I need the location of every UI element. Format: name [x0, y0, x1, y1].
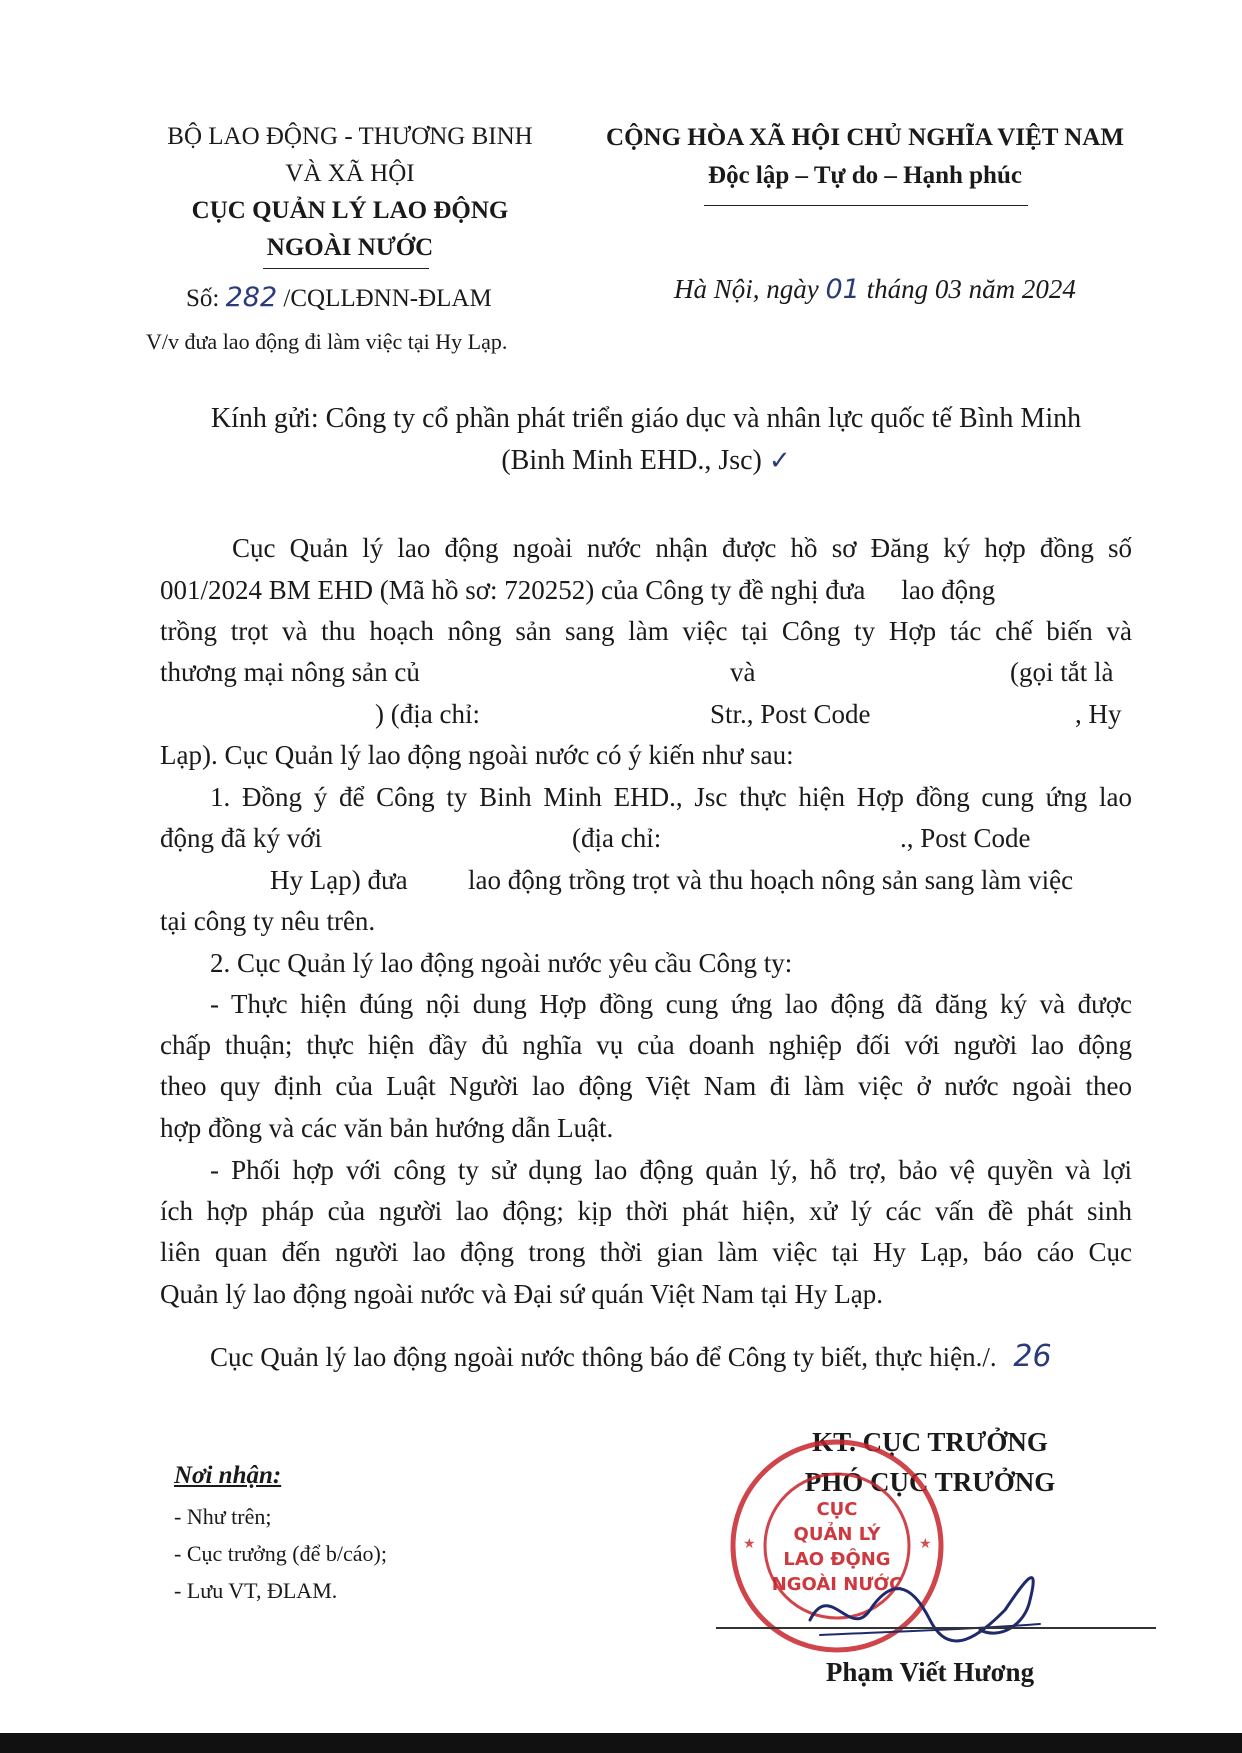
document-number — [186, 282, 492, 313]
item1-line1: 1. Đồng ý để Công ty Binh Minh EHD., Jsc thực hiện Hợp đồng cung ứng lao — [210, 782, 1132, 812]
item1-line3-b: lao động trồng trọt và thu hoạch nông sản sang làm việc — [468, 865, 1074, 895]
signature-title-2: PHÓ CỤC TRƯỞNG — [804, 1467, 1056, 1497]
svg-text:★: ★ — [919, 1536, 932, 1552]
left-header-rule — [263, 268, 429, 269]
body-p1-line2-a: 001/2024 BM EHD (Mã hồ sơ: 720252) của Công ty đề nghị đưa — [160, 575, 866, 605]
bullet2-line2: ích hợp pháp của người lao động; kịp thời phát hiện, xử lý các vấn đề phát sinh — [160, 1196, 1132, 1226]
item1-line2-b: (địa chỉ: — [572, 823, 662, 853]
body-p1-line4-b: và — [730, 657, 756, 687]
seal-line-3: LAO ĐỘNG — [783, 1549, 891, 1570]
recipient-item-3: - Lưu VT, ĐLAM. — [174, 1578, 338, 1603]
document-date — [674, 274, 1076, 305]
scan-edge-bar — [0, 1733, 1242, 1753]
item1-line2-c: ., Post Code — [900, 823, 1031, 853]
right-header-rule — [704, 205, 1028, 206]
recipient-line-1: Kính gửi: Công ty cổ phần phát triển giáo dục và nhân lực quốc tế Bình Minh — [210, 403, 1082, 434]
body-p1-line1: Cục Quản lý lao động ngoài nước nhận được hồ sơ Đăng ký hợp đồng số — [232, 533, 1132, 563]
seal-line-2: QUẢN LÝ — [793, 1524, 881, 1545]
number-prefix: Số: — [186, 285, 220, 312]
signature-underline — [716, 1627, 1156, 1629]
bullet2-line3: liên quan đến người lao động trong thời gian làm việc tại Hy Lạp, báo cáo Cục — [160, 1237, 1132, 1267]
body-p1-line2 — [160, 570, 1132, 611]
body-p1-line5-a: ) (địa chỉ: — [375, 699, 480, 729]
closing-initials: 26 — [1013, 1339, 1052, 1374]
signature-title-1: KT. CỤC TRƯỞNG — [812, 1427, 1048, 1457]
date-suffix: tháng 03 năm 2024 — [866, 274, 1076, 304]
bullet2-line1: - Phối hợp với công ty sử dụng lao động quản lý, hỗ trợ, bảo vệ quyền và lợi — [210, 1155, 1132, 1185]
handwritten-signature — [790, 1540, 1090, 1660]
bullet2-line4: Quản lý lao động ngoài nước và Đại sứ quán Việt Nam tại Hy Lạp. — [160, 1279, 884, 1309]
body-p1-line4-a: thương mại nông sản củ — [160, 657, 420, 687]
bullet1-line4: hợp đồng và các văn bản hướng dẫn Luật. — [160, 1113, 614, 1143]
recipient-name-en: (Binh Minh EHD., Jsc) — [501, 445, 762, 476]
agency-line-1: BỘ LAO ĐỘNG - THƯƠNG BINH — [167, 123, 533, 150]
item2-line1: 2. Cục Quản lý lao động ngoài nước yêu cầu Công ty: — [210, 948, 793, 978]
body-p1-line3: trồng trọt và thu hoạch nông sản sang làm việc tại Công ty Hợp tác chế biến và — [160, 616, 1132, 646]
closing-line — [210, 1336, 1182, 1378]
svg-text:★: ★ — [743, 1536, 756, 1552]
item1-line2-a: động đã ký với — [160, 823, 323, 853]
body-p1-line5-c: , Hy — [1075, 699, 1122, 729]
national-title: CỘNG HÒA XÃ HỘI CHỦ NGHĨA VIỆT NAM — [606, 124, 1124, 151]
number-handwritten: 282 — [225, 282, 278, 313]
date-prefix: Hà Nội, ngày — [674, 274, 819, 304]
department-line-2: NGOÀI NƯỚC — [266, 234, 434, 261]
body-p1-line6: Lạp). Cục Quản lý lao động ngoài nước có ý kiến như sau: — [160, 740, 794, 770]
seal-line-4: NGOÀI NƯỚC — [771, 1574, 903, 1595]
bullet1-line1: - Thực hiện đúng nội dung Hợp đồng cung ứng lao động đã đăng ký và được — [210, 989, 1132, 1019]
document-subject: V/v đưa lao động đi làm việc tại Hy Lạp. — [146, 329, 508, 354]
item1-line2 — [160, 818, 1132, 859]
body-p1-line4 — [160, 652, 1132, 693]
item1-line4: tại công ty nêu trên. — [160, 906, 376, 936]
check-mark: ✓ — [768, 446, 791, 476]
national-motto: Độc lập – Tự do – Hạnh phúc — [708, 162, 1022, 189]
recipients-title: Nơi nhận: — [174, 1462, 282, 1489]
body-p1-line4-c: (gọi tắt là — [1010, 657, 1114, 687]
number-suffix: /CQLLĐNN-ĐLAM — [283, 285, 492, 312]
item1-line3-a: Hy Lạp) đưa — [270, 865, 408, 895]
seal-line-1: CỤC — [816, 1499, 858, 1520]
recipient-item-2: - Cục trưởng (để b/cáo); — [174, 1541, 387, 1566]
department-line-1: CỤC QUẢN LÝ LAO ĐỘNG — [191, 197, 509, 224]
agency-line-2: VÀ XÃ HỘI — [285, 160, 415, 187]
closing-text: Cục Quản lý lao động ngoài nước thông báo để Công ty biết, thực hiện./. — [210, 1342, 997, 1372]
signer-name: Phạm Viết Hương — [825, 1657, 1035, 1687]
date-day-handwritten: 01 — [825, 274, 860, 305]
bullet1-line2: chấp thuận; thực hiện đầy đủ nghĩa vụ của doanh nghiệp đối với người lao động — [160, 1030, 1132, 1060]
bullet1-line3: theo quy định của Luật Người lao động Việt Nam đi làm việc ở nước ngoài theo — [160, 1071, 1132, 1101]
body-p1-line5-b: Str., Post Code — [710, 699, 871, 729]
body-p1-line2-b: lao động — [901, 575, 996, 605]
recipient-item-1: - Như trên; — [174, 1504, 272, 1529]
recipient-line-2 — [160, 445, 1132, 477]
